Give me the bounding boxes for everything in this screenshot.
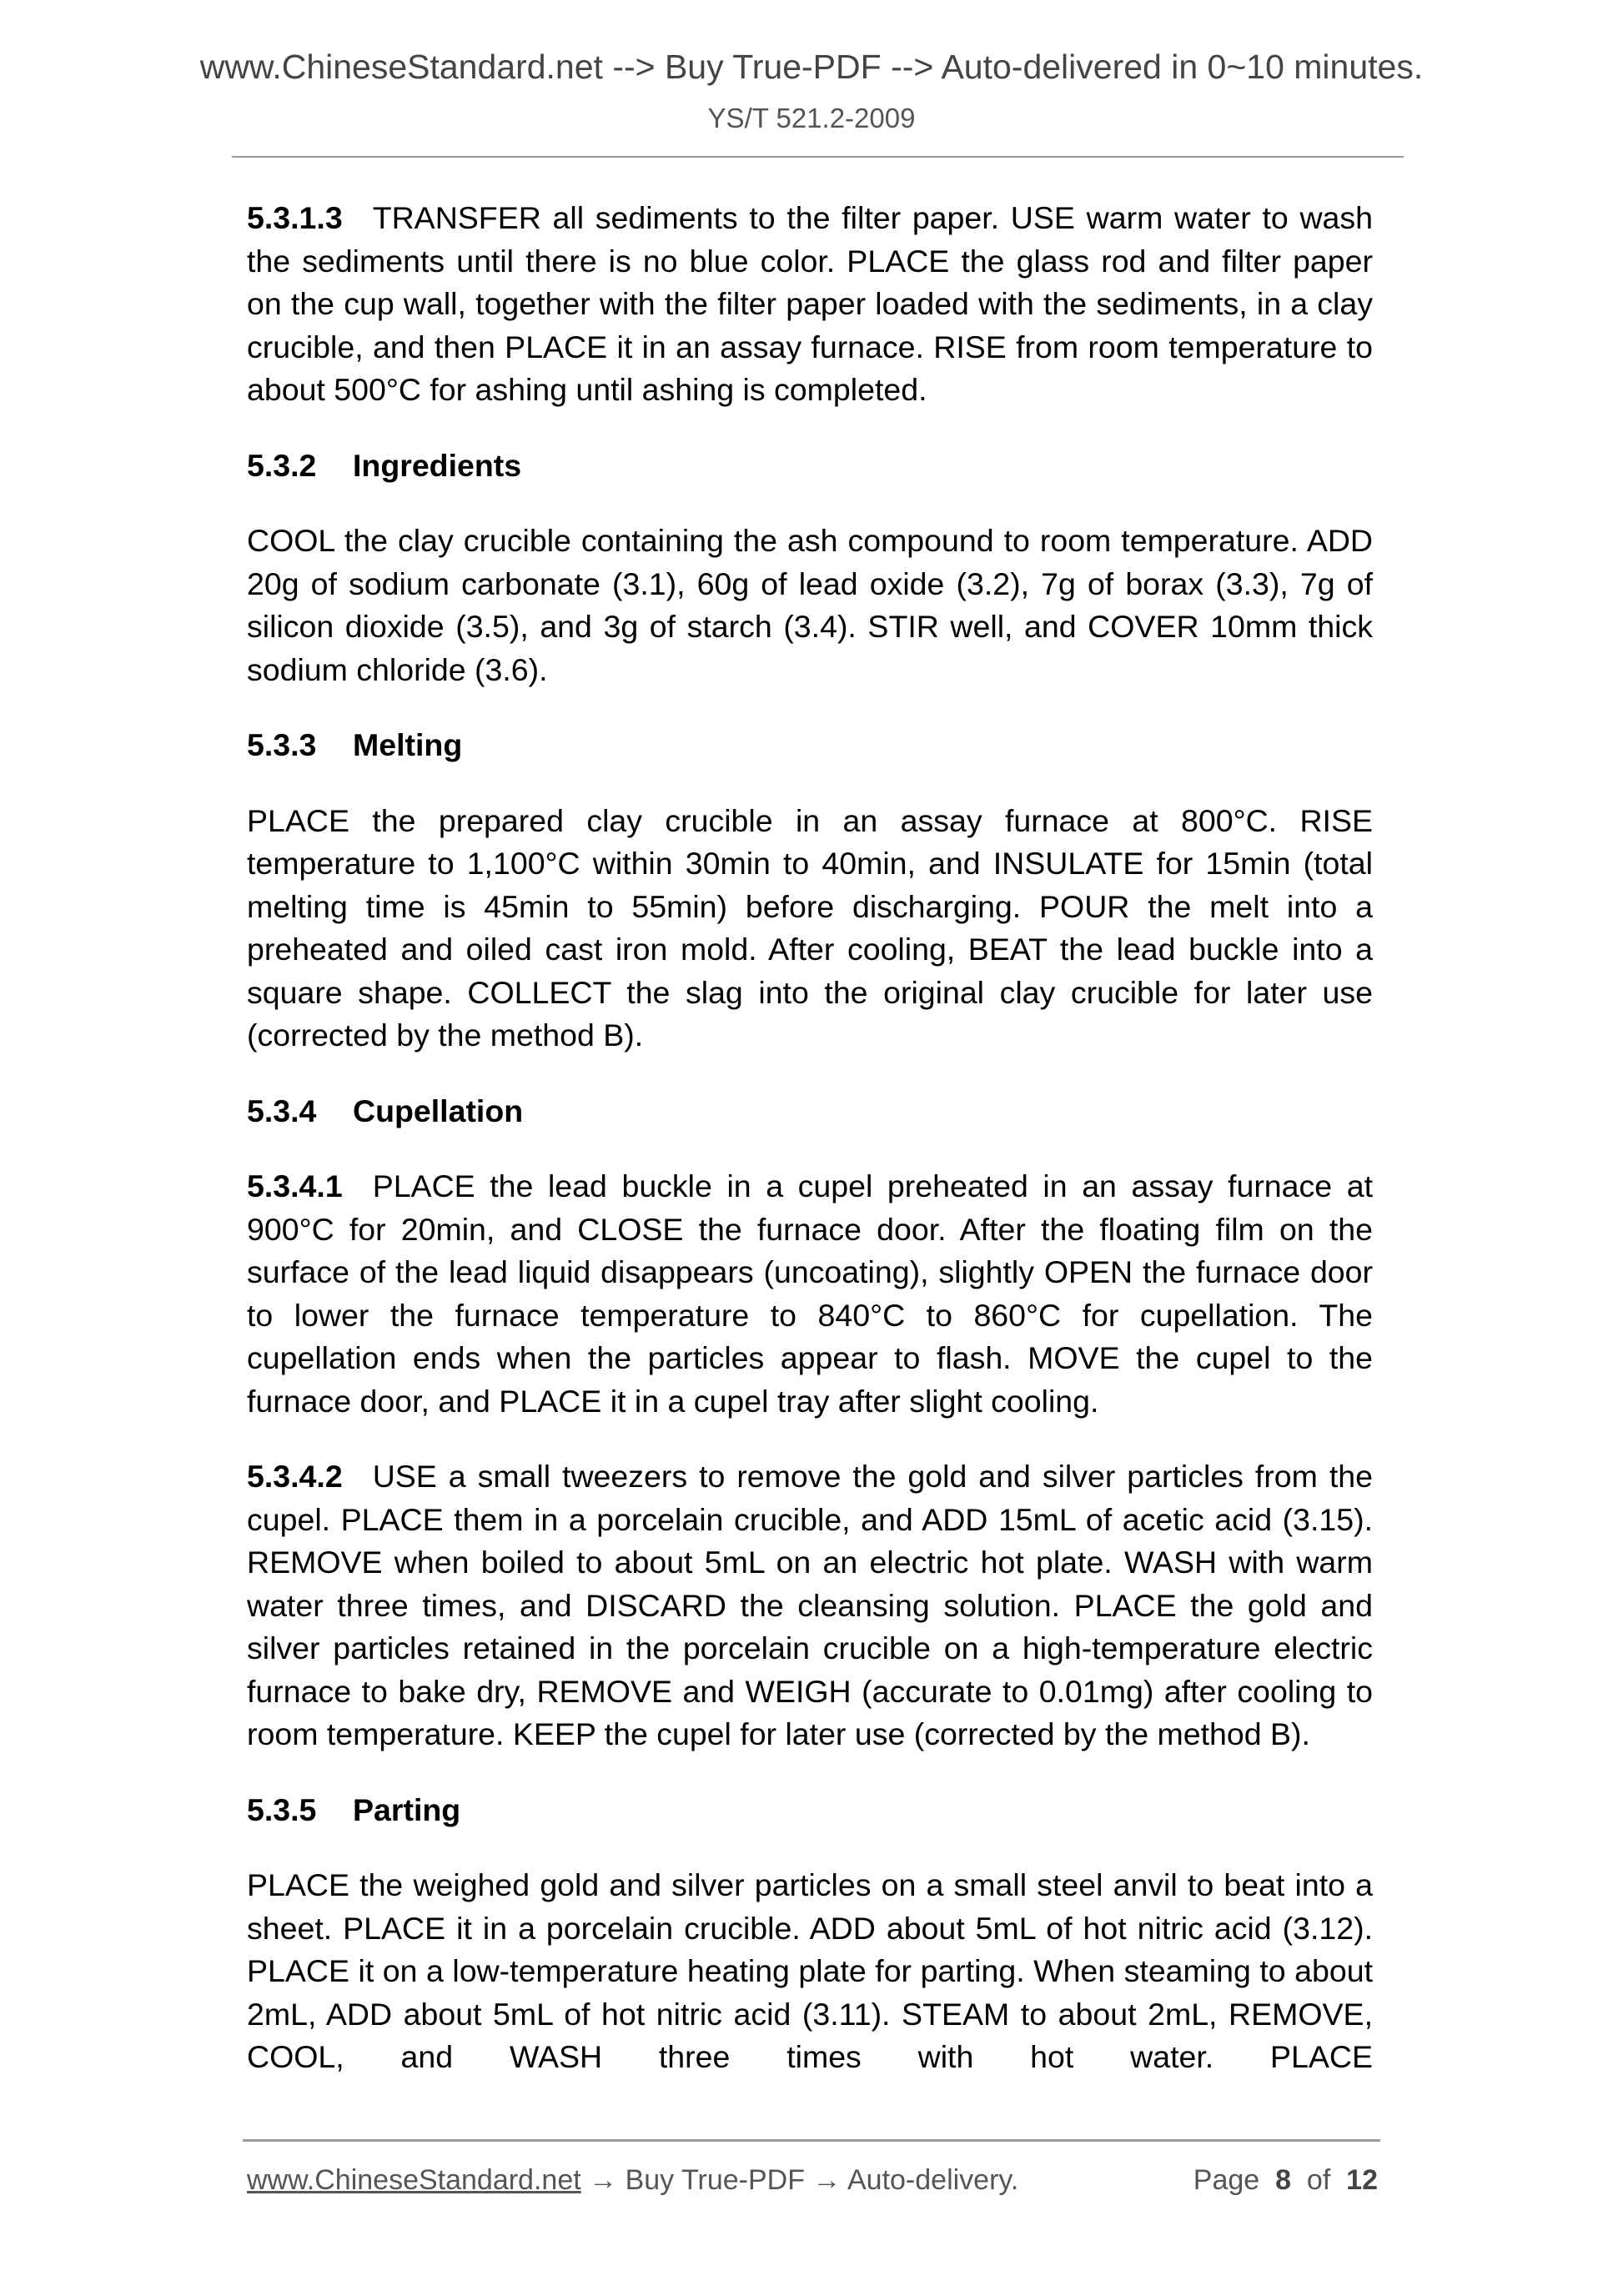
- paragraph-parting: PLACE the weighed gold and silver particles on a small steel anvil to beat into a sheet. PLACE it in a porcelain crucible. ADD about 5mL of hot nitric acid (3.12). PLACE it on a low-temperature heating plate for parting. When steaming to about 2mL, ADD about 5mL of hot nitric acid (3.11). STEAM to about 2mL, REMOVE, COOL, and WASH three times with hot water. PLACE: [247, 1867, 1373, 2074]
- clause-number: 5.3.4.1: [247, 1168, 343, 1203]
- clause-number: 5.3.4.2: [247, 1459, 343, 1494]
- page-of: of: [1306, 2164, 1331, 2196]
- heading-number: 5.3.4: [247, 1093, 317, 1128]
- heading-title: Melting: [353, 727, 463, 762]
- clause-text: PLACE the lead buckle in a cupel preheated in an assay furnace at 900°C for 20min, and CLOSE the furnace door. After the floating film on the surface of the lead liquid disappears (uncoating), slightly OPEN the furnace door to lower the furnace temperature to 840°C to 860°C for cupellation. The cupellation ends when the particles appear to flash. MOVE the cupel to the furnace door, and PLACE it in a cupel tray after slight cooling.: [247, 1168, 1373, 1419]
- page-footer: [247, 2162, 1378, 2198]
- paragraph-melting: PLACE the prepared clay crucible in an assay furnace at 800°C. RISE temperature to 1,100°C within 30min to 40min, and INSULATE for 15min (total melting time is 45min to 55min) before discharging. POUR the melt into a preheated and oiled cast iron mold. After cooling, BEAT the lead buckle into a square shape. COLLECT the slag into the original clay crucible for later use (corrected by the method B).: [247, 802, 1373, 1053]
- clause-number: 5.3.1.3: [247, 200, 343, 235]
- clause-text: USE a small tweezers to remove the gold and silver particles from the cupel. PLACE them in a porcelain crucible, and ADD 15mL of acetic acid (3.15). REMOVE when boiled to about 5mL on an electric hot plate. WASH with warm water three times, and DISCARD the cleansing solution. PLACE the gold and silver particles retained in the porcelain crucible on a high-temperature electric furnace to bake dry, REMOVE and WEIGH (accurate to 0.01mg) after cooling to room temperature. KEEP the cupel for later use (corrected by the method B).: [247, 1459, 1373, 1751]
- page-total: 12: [1346, 2164, 1378, 2196]
- section-heading-melting: [247, 724, 1373, 767]
- paragraph-ingredients: COOL the clay crucible containing the ash compound to room temperature. ADD 20g of sodium carbonate (3.1), 60g of lead oxide (3.2), 7g of borax (3.3), 7g of silicon dioxide (3.5), and 3g of starch (3.4). STIR well, and COVER 10mm thick sodium chloride (3.6).: [247, 523, 1373, 687]
- heading-title: Ingredients: [353, 447, 522, 483]
- footer-tagline: → Buy True-PDF → Auto-delivery.: [580, 2164, 1019, 2196]
- section-heading-ingredients: [247, 445, 1373, 488]
- section-heading-cupellation: [247, 1090, 1373, 1133]
- footer-divider: [243, 2139, 1380, 2142]
- footer-site-link[interactable]: www.ChineseStandard.net: [247, 2164, 581, 2196]
- heading-number: 5.3.3: [247, 727, 317, 762]
- clause-5-3-4-1: [247, 1165, 1373, 1423]
- heading-title: Parting: [353, 1791, 461, 1827]
- heading-number: 5.3.5: [247, 1791, 317, 1827]
- page-current: 8: [1275, 2164, 1291, 2196]
- clause-text: TRANSFER all sediments to the filter paper. USE warm water to wash the sediments until there is no blue color. PLACE the glass rod and filter paper on the cup wall, together with the filter paper loaded with the sediments, in a clay crucible, and then PLACE it in an assay furnace. RISE from room temperature to about 500°C for ashing until ashing is completed.: [247, 200, 1373, 407]
- heading-title: Cupellation: [353, 1093, 524, 1128]
- standard-code: YS/T 521.2-2009: [707, 103, 916, 133]
- page-label: Page: [1193, 2164, 1260, 2196]
- header-divider: [232, 156, 1404, 158]
- header-banner: www.ChineseStandard.net --> Buy True-PDF --> Auto-delivered in 0~10 minutes.: [199, 48, 1424, 86]
- clause-5-3-4-2: [247, 1455, 1373, 1756]
- heading-number: 5.3.2: [247, 447, 317, 483]
- clause-5-3-1-3: [247, 197, 1373, 412]
- page-indicator: [1193, 2162, 1378, 2198]
- section-heading-parting: [247, 1789, 1373, 1832]
- document-body: [247, 197, 1373, 2112]
